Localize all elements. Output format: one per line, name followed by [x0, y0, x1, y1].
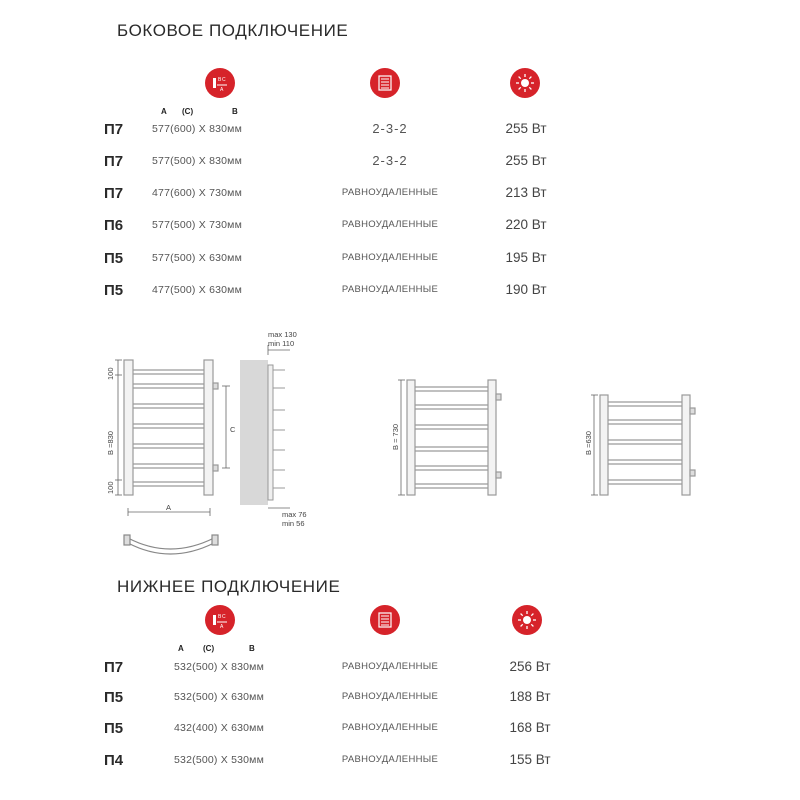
- size-value: 532(500) X 830мм: [174, 661, 265, 673]
- power-value: 255 Вт: [505, 121, 547, 136]
- header-c: (C): [182, 107, 194, 116]
- scheme-value: РАВНОУДАЛЕННЫЕ: [341, 252, 439, 263]
- dim-b730: B = 730: [391, 423, 400, 450]
- side-view-drawing: [240, 345, 290, 508]
- dim-max130: max 130: [268, 330, 297, 339]
- dim-min110: min 110: [268, 339, 295, 348]
- power-value: 190 Вт: [505, 282, 547, 297]
- model-code: П5: [104, 689, 124, 706]
- model-code: П7: [104, 185, 124, 202]
- scheme-value: РАВНОУДАЛЕННЫЕ: [341, 722, 439, 733]
- size-value: 477(600) X 730мм: [152, 187, 243, 199]
- front-view-drawing: [115, 360, 230, 516]
- radiator-630-drawing: [591, 395, 695, 495]
- size-value: 577(500) X 630мм: [152, 252, 243, 264]
- power-value: 168 Вт: [509, 720, 551, 735]
- model-code: П5: [104, 720, 124, 737]
- table-row: [0, 153, 800, 173]
- table-row: [0, 250, 800, 270]
- side-section-title: БОКОВОЕ ПОДКЛЮЧЕНИЕ: [117, 21, 349, 40]
- table-row: [0, 282, 800, 302]
- connection-abc-icon: [205, 68, 235, 98]
- sun-power-icon: [512, 605, 542, 635]
- table-row: [0, 689, 800, 709]
- svg-text:C: C: [222, 614, 226, 620]
- power-value: 213 Вт: [505, 185, 547, 200]
- size-value: 532(500) X 630мм: [174, 691, 265, 703]
- scheme-value: РАВНОУДАЛЕННЫЕ: [341, 187, 439, 198]
- sun-power-icon: [510, 68, 540, 98]
- dim-max76: max 76: [282, 510, 307, 519]
- dim-100-bottom: 100: [106, 481, 115, 494]
- model-code: П4: [104, 752, 124, 769]
- radiator-730-drawing: [398, 380, 501, 495]
- scheme-value: РАВНОУДАЛЕННЫЕ: [341, 691, 439, 702]
- svg-text:C: C: [222, 77, 226, 83]
- dim-c: C: [230, 425, 236, 434]
- table-row: [0, 121, 800, 141]
- model-code: П7: [104, 153, 124, 170]
- power-value: 220 Вт: [505, 217, 547, 232]
- power-value: 188 Вт: [509, 689, 551, 704]
- header-a: A: [178, 644, 184, 653]
- model-code: П5: [104, 250, 124, 267]
- header-b: B: [232, 107, 238, 116]
- header-a: A: [161, 107, 167, 116]
- dim-100-top: 100: [106, 367, 115, 380]
- power-value: 256 Вт: [509, 659, 551, 674]
- schematic-list-icon: [370, 68, 400, 98]
- scheme-value: РАВНОУДАЛЕННЫЕ: [341, 219, 439, 230]
- power-value: 255 Вт: [505, 153, 547, 168]
- svg-text:B: B: [218, 614, 222, 620]
- svg-text:A: A: [220, 87, 224, 93]
- header-c: (C): [203, 644, 215, 653]
- table-row: [0, 217, 800, 237]
- power-value: 195 Вт: [505, 250, 547, 265]
- model-code: П5: [104, 282, 124, 299]
- dim-min56: min 56: [282, 519, 305, 528]
- header-b: B: [249, 644, 255, 653]
- size-value: 577(600) X 830мм: [152, 123, 243, 135]
- scheme-value: 2-3-2: [372, 121, 408, 136]
- schematic-list-icon: [370, 605, 400, 635]
- dim-a: A: [166, 503, 172, 512]
- dim-b630: B =630: [584, 431, 593, 455]
- table-row: [0, 185, 800, 205]
- scheme-value: РАВНОУДАЛЕННЫЕ: [341, 284, 439, 295]
- size-value: 577(500) X 730мм: [152, 219, 243, 231]
- table-row: [0, 752, 800, 772]
- technical-drawings: [0, 320, 800, 570]
- bottom-section-title: НИЖНЕЕ ПОДКЛЮЧЕНИЕ: [117, 577, 341, 596]
- table-row: [0, 720, 800, 740]
- table-row: [0, 659, 800, 679]
- model-code: П6: [104, 217, 124, 234]
- scheme-value: РАВНОУДАЛЕННЫЕ: [341, 754, 439, 765]
- model-code: П7: [104, 659, 124, 676]
- power-value: 155 Вт: [509, 752, 551, 767]
- size-value: 432(400) X 630мм: [174, 722, 265, 734]
- scheme-value: 2-3-2: [372, 153, 408, 168]
- model-code: П7: [104, 121, 124, 138]
- size-value: 532(500) X 530мм: [174, 754, 265, 766]
- scheme-value: РАВНОУДАЛЕННЫЕ: [341, 661, 439, 672]
- dim-b830: B =830: [106, 431, 115, 455]
- top-view-drawing: [124, 535, 218, 554]
- connection-abc-icon: [205, 605, 235, 635]
- svg-text:A: A: [220, 624, 224, 630]
- size-value: 477(500) X 630мм: [152, 284, 243, 296]
- svg-text:B: B: [218, 77, 222, 83]
- size-value: 577(500) X 830мм: [152, 155, 243, 167]
